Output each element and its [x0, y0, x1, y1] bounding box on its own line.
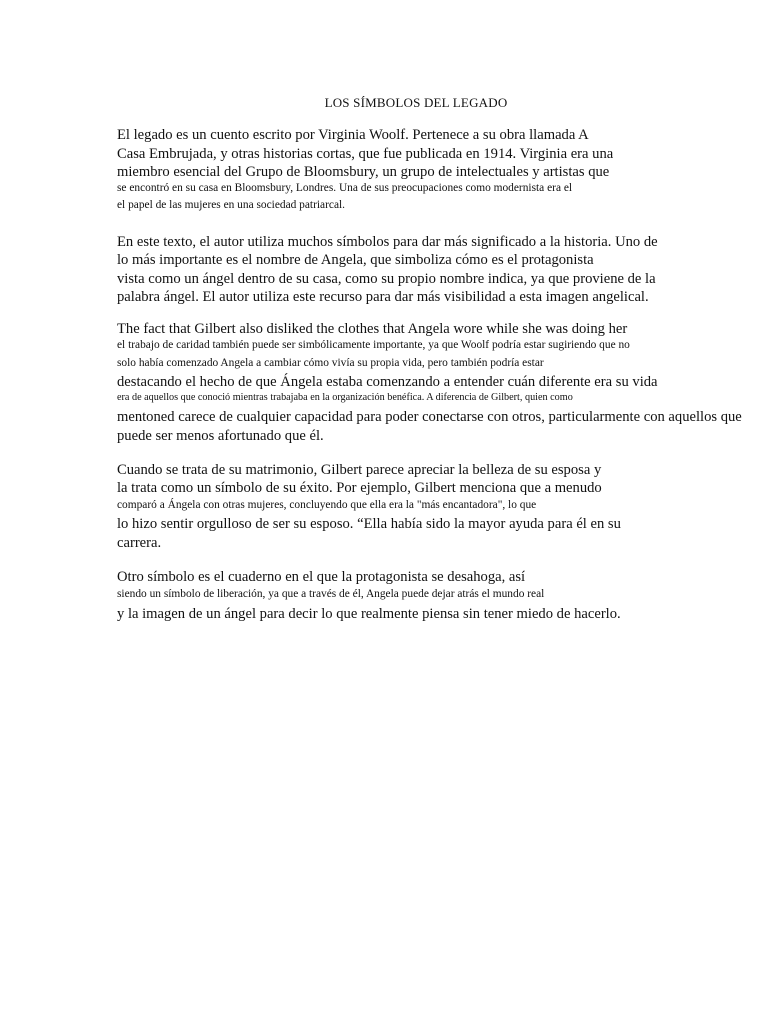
paragraph-line: el trabajo de caridad también puede ser simbólicamente importante, ya que Woolf podría estar sugiriendo que no — [117, 339, 630, 351]
paragraph-line: siendo un símbolo de liberación, ya que a través de él, Angela puede dejar atrás el mundo real — [117, 588, 545, 600]
paragraph-line: En este texto, el autor utiliza muchos símbolos para dar más significado a la historia. Uno de — [117, 234, 658, 250]
paragraph-line: vista como un ángel dentro de su casa, como su propio nombre indica, ya que proviene de la — [117, 271, 656, 287]
paragraph-line: carrera. — [117, 535, 162, 551]
paragraph-line: El legado es un cuento escrito por Virginia Woolf. Pertenece a su obra llamada A — [117, 127, 589, 143]
paragraph-line: se encontró en su casa en Bloomsbury, Londres. Una de sus preocupaciones como modernista era el — [117, 182, 573, 194]
paragraph-line: lo más importante es el nombre de Angela, que simboliza cómo es el protagonista — [117, 252, 594, 268]
paragraph-line: miembro esencial del Grupo de Bloomsbury, un grupo de intelectuales y artistas que — [117, 164, 610, 180]
paragraph-line: la trata como un símbolo de su éxito. Por ejemplo, Gilbert menciona que a menudo — [117, 480, 602, 496]
paragraph-line: Otro símbolo es el cuaderno en el que la protagonista se desahoga, así — [117, 569, 526, 585]
paragraph-line: puede ser menos afortunado que él. — [117, 428, 324, 444]
paragraph-line: era de aquellos que conoció mientras trabajaba en la organización benéfica. A diferencia de Gilbert, quien como — [117, 392, 573, 403]
paragraph-line: y la imagen de un ángel para decir lo que realmente piensa sin tener miedo de hacerlo. — [117, 606, 621, 622]
paragraph-line: solo había comenzado Angela a cambiar cómo vivía su propia vida, pero también podría estar — [117, 357, 544, 369]
paragraph-line: mentoned carece de cualquier capacidad para poder conectarse con otros, particularmente con aquellos que — [117, 409, 742, 425]
document-title: LOS SÍMBOLOS DEL LEGADO — [324, 95, 508, 110]
paragraph-line: palabra ángel. El autor utiliza este recurso para dar más visibilidad a esta imagen angelical. — [117, 289, 649, 305]
paragraph-line: destacando el hecho de que Ángela estaba comenzando a entender cuán diferente era su vida — [117, 374, 658, 390]
paragraph-line: The fact that Gilbert also disliked the clothes that Angela wore while she was doing her — [117, 321, 628, 337]
paragraph-line: Cuando se trata de su matrimonio, Gilbert parece apreciar la belleza de su esposa y — [117, 462, 602, 478]
paragraph-line: Casa Embrujada, y otras historias cortas, que fue publicada en 1914. Virginia era una — [117, 146, 614, 162]
paragraph-line: comparó a Ángela con otras mujeres, concluyendo que ella era la "más encantadora", lo que — [117, 499, 537, 511]
paragraph-line: el papel de las mujeres en una sociedad patriarcal. — [117, 199, 346, 211]
paragraph-line: lo hizo sentir orgulloso de ser su esposo. “Ella había sido la mayor ayuda para él en su — [117, 516, 621, 532]
